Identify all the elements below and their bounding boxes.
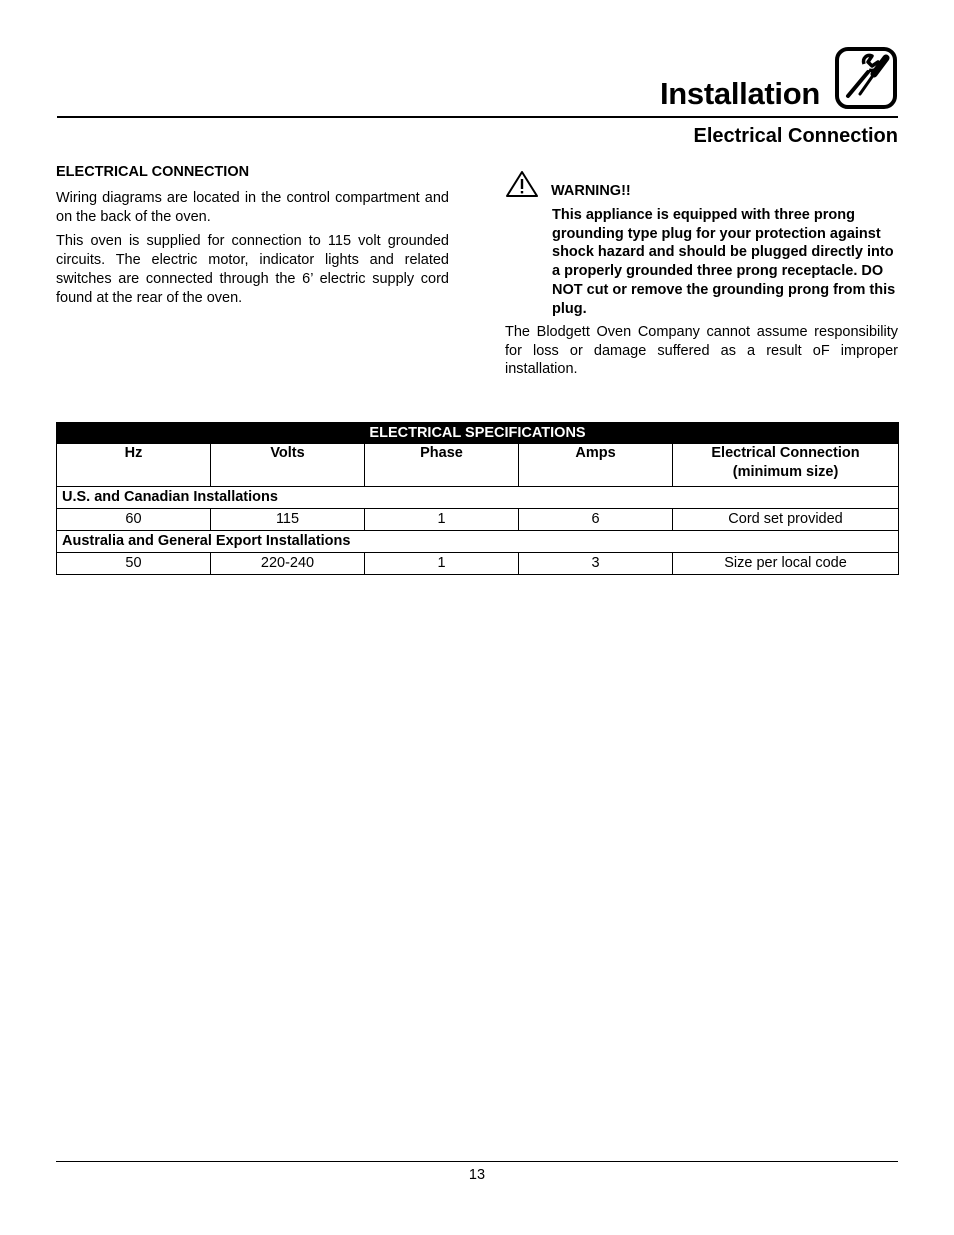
- header-rule: [57, 116, 898, 118]
- paragraph: Wiring diagrams are located in the control compartment and on the back of the oven.: [56, 190, 449, 225]
- table-cell: 6: [519, 509, 673, 531]
- warning-triangle-icon: [505, 170, 539, 198]
- warning-label: WARNING!!: [551, 183, 631, 199]
- table-title: ELECTRICAL SPECIFICATIONS: [57, 423, 899, 444]
- table-title-row: [57, 423, 899, 444]
- column-header: Amps: [519, 444, 673, 487]
- table-header-row: [57, 444, 899, 487]
- column-header: Volts: [211, 444, 365, 487]
- table-group-row: [57, 487, 899, 509]
- paragraph: This oven is supplied for connection to 115 volt grounded circuits. The electric motor, indicator lights and related switches are connected through the 6’ electric supply cord found at the rear of the oven.: [56, 233, 449, 306]
- tools-icon: [834, 46, 898, 110]
- table-cell: 220-240: [211, 553, 365, 575]
- left-heading: ELECTRICAL CONNECTION: [56, 164, 250, 180]
- electrical-specifications-table: [56, 422, 899, 575]
- left-column: [56, 162, 449, 313]
- page-title: Installation: [659, 76, 820, 111]
- table-row: [57, 553, 899, 575]
- table-cell: 115: [211, 509, 365, 531]
- table-group-row: [57, 531, 899, 553]
- page-number: 13: [468, 1167, 486, 1183]
- table-cell: 60: [57, 509, 211, 531]
- footer-rule: [56, 1161, 898, 1162]
- table-cell: 1: [365, 553, 519, 575]
- table-cell: 1: [365, 509, 519, 531]
- table-cell: Cord set provided: [673, 509, 899, 531]
- column-header: Hz: [57, 444, 211, 487]
- table-row: [57, 509, 899, 531]
- section-heading: Electrical Connection: [693, 125, 898, 147]
- table-cell: 3: [519, 553, 673, 575]
- column-header: Electrical Connection (minimum size): [673, 444, 899, 487]
- warning-text: This appliance is equipped with three prong grounding type plug for your protection against shock hazard and should be plugged directly into a properly grounded three prong receptacle. DO NOT cut or remove the grounding prong from this plug.: [552, 207, 896, 317]
- table-cell: 50: [57, 553, 211, 575]
- group-label: Australia and General Export Installations: [57, 531, 899, 553]
- column-header: Phase: [365, 444, 519, 487]
- group-label: U.S. and Canadian Installations: [57, 487, 899, 509]
- disclaimer-text: The Blodgett Oven Company cannot assume responsibility for loss or damage suffered as a result oF improper installation.: [505, 324, 898, 378]
- table-cell: Size per local code: [673, 553, 899, 575]
